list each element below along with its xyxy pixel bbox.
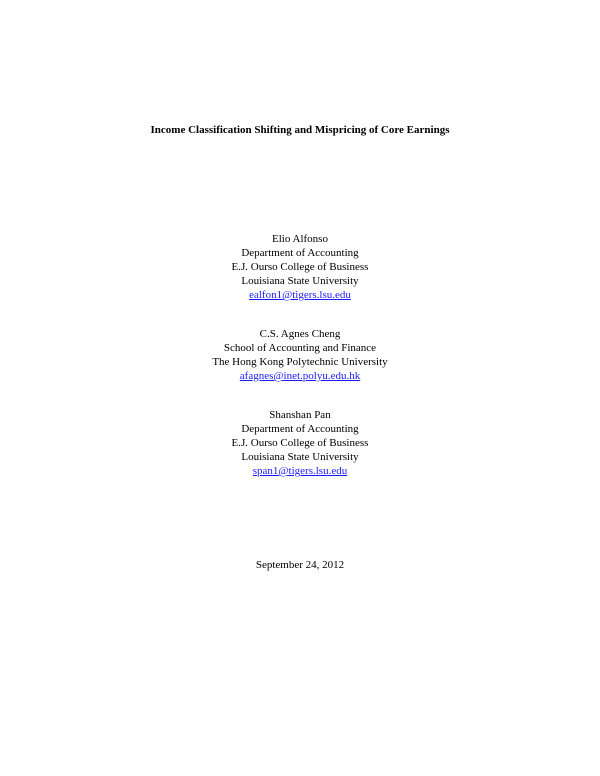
author-block-pan [0, 408, 600, 478]
paper-title: Income Classification Shifting and Mispricing of Core Earnings [150, 124, 450, 136]
author-email-link[interactable]: ealfon1@tigers.lsu.edu [249, 289, 351, 301]
author-department: Department of Accounting [241, 247, 359, 259]
author-department: School of Accounting and Finance [223, 342, 377, 354]
author-college: E.J. Ourso College of Business [231, 261, 369, 273]
author-name: C.S. Agnes Cheng [259, 328, 341, 340]
author-department: Department of Accounting [241, 423, 359, 435]
author-email-link[interactable]: afagnes@inet.polyu.edu.hk [239, 370, 361, 382]
author-email-link[interactable]: span1@tigers.lsu.edu [252, 465, 348, 477]
author-college: E.J. Ourso College of Business [231, 437, 369, 449]
author-university: Louisiana State University [241, 275, 359, 287]
author-name: Shanshan Pan [269, 409, 331, 421]
author-university: Louisiana State University [241, 451, 359, 463]
author-block-alfonso [0, 232, 600, 302]
author-block-cheng [0, 327, 600, 383]
author-university: The Hong Kong Polytechnic University [212, 356, 388, 368]
author-name: Elio Alfonso [272, 233, 328, 245]
paper-date: September 24, 2012 [255, 559, 345, 571]
